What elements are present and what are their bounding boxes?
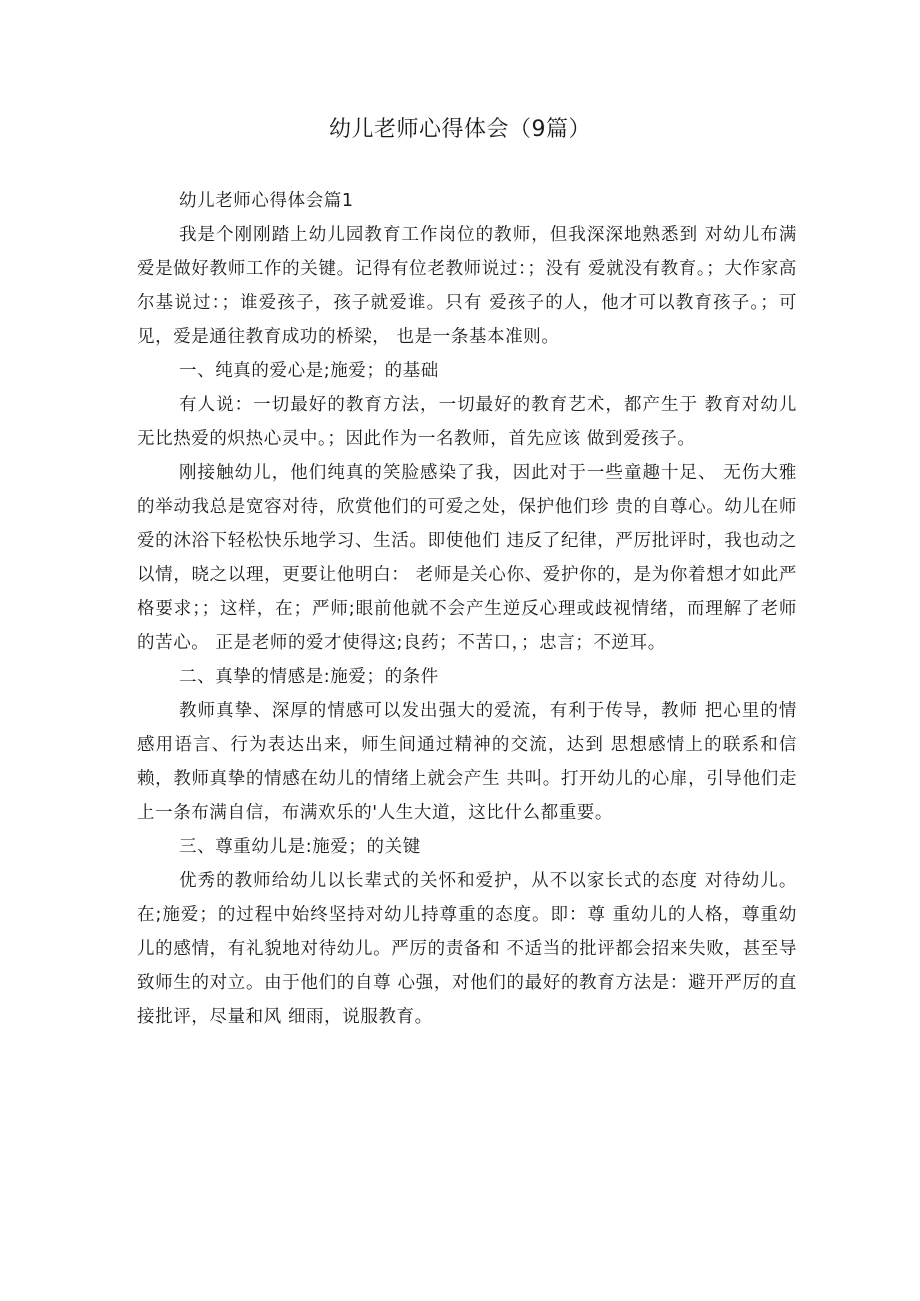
paragraph-1: 有人说：一切最好的教育方法，一切最好的教育艺术，都产生于 教育对幼儿无比热爱的炽热心灵中。；因此作为一名教师，首先应该 做到爱孩子。 bbox=[137, 395, 797, 449]
section-heading: 幼儿老师心得体会篇1 bbox=[179, 191, 354, 211]
subheading-1: 一、纯真的爱心是;施爱；的基础 bbox=[179, 361, 439, 381]
paragraph-intro: 我是个刚刚踏上幼儿园教育工作岗位的教师，但我深深地熟悉到 对幼儿布满爱是做好教师工作的关键。记得有位老教师说过：；没有 爱就没有教育。；大作家高尔基说过：；谁爱孩子，孩子就爱谁。只有 爱孩子的人，他才可以教育孩子。；可见，爱是通往教育成功的桥梁， 也是一条基本准则。 bbox=[137, 225, 797, 347]
paragraph-4: 优秀的教师给幼儿以长辈式的关怀和爱护，从不以家长式的态度 对待幼儿。在;施爱；的过程中始终坚持对幼儿持尊重的态度。即：尊 重幼儿的人格，尊重幼儿的感情，有礼貌地对待幼儿。严厉的责备和 不适当的批评都会招来失败，甚至导致师生的对立。由于他们的自尊 心强，对他们的最好的教育方法是：避开严厉的直接批评，尽量和风 细雨，说服教育。 bbox=[137, 871, 797, 1027]
document-body bbox=[137, 184, 797, 1034]
paragraph-2: 刚接触幼儿，他们纯真的笑脸感染了我，因此对于一些童趣十足、 无伤大雅的举动我总是宽容对待，欣赏他们的可爱之处，保护他们珍 贵的自尊心。幼儿在师爱的沐浴下轻松快乐地学习、生活。即使他们 违反了纪律，严厉批评时，我也动之以情，晓之以理，更要让他明白： 老师是关心你、爱护你的，是为你着想才如此严格要求；；这样，在；严师;眼前他就不会产生逆反心理或歧视情绪，而理解了老师的苦心。 正是老师的爱才使得这;良药；不苦口，；忠言；不逆耳。 bbox=[137, 463, 797, 653]
paragraph-3: 教师真挚、深厚的情感可以发出强大的爱流，有利于传导，教师 把心里的情感用语言、行为表达出来，师生间通过精神的交流，达到 思想感情上的联系和信赖，教师真挚的情感在幼儿的情绪上就会产生 共叫。打开幼儿的心扉，引导他们走上一条布满自信，布满欢乐的'人生大道，这比什么都重要。 bbox=[137, 701, 797, 823]
subheading-3: 三、尊重幼儿是:施爱；的关键 bbox=[179, 837, 421, 857]
subheading-2: 二、真挚的情感是:施爱；的条件 bbox=[179, 667, 439, 687]
document-title: 幼儿老师心得体会（9篇） bbox=[329, 117, 591, 142]
